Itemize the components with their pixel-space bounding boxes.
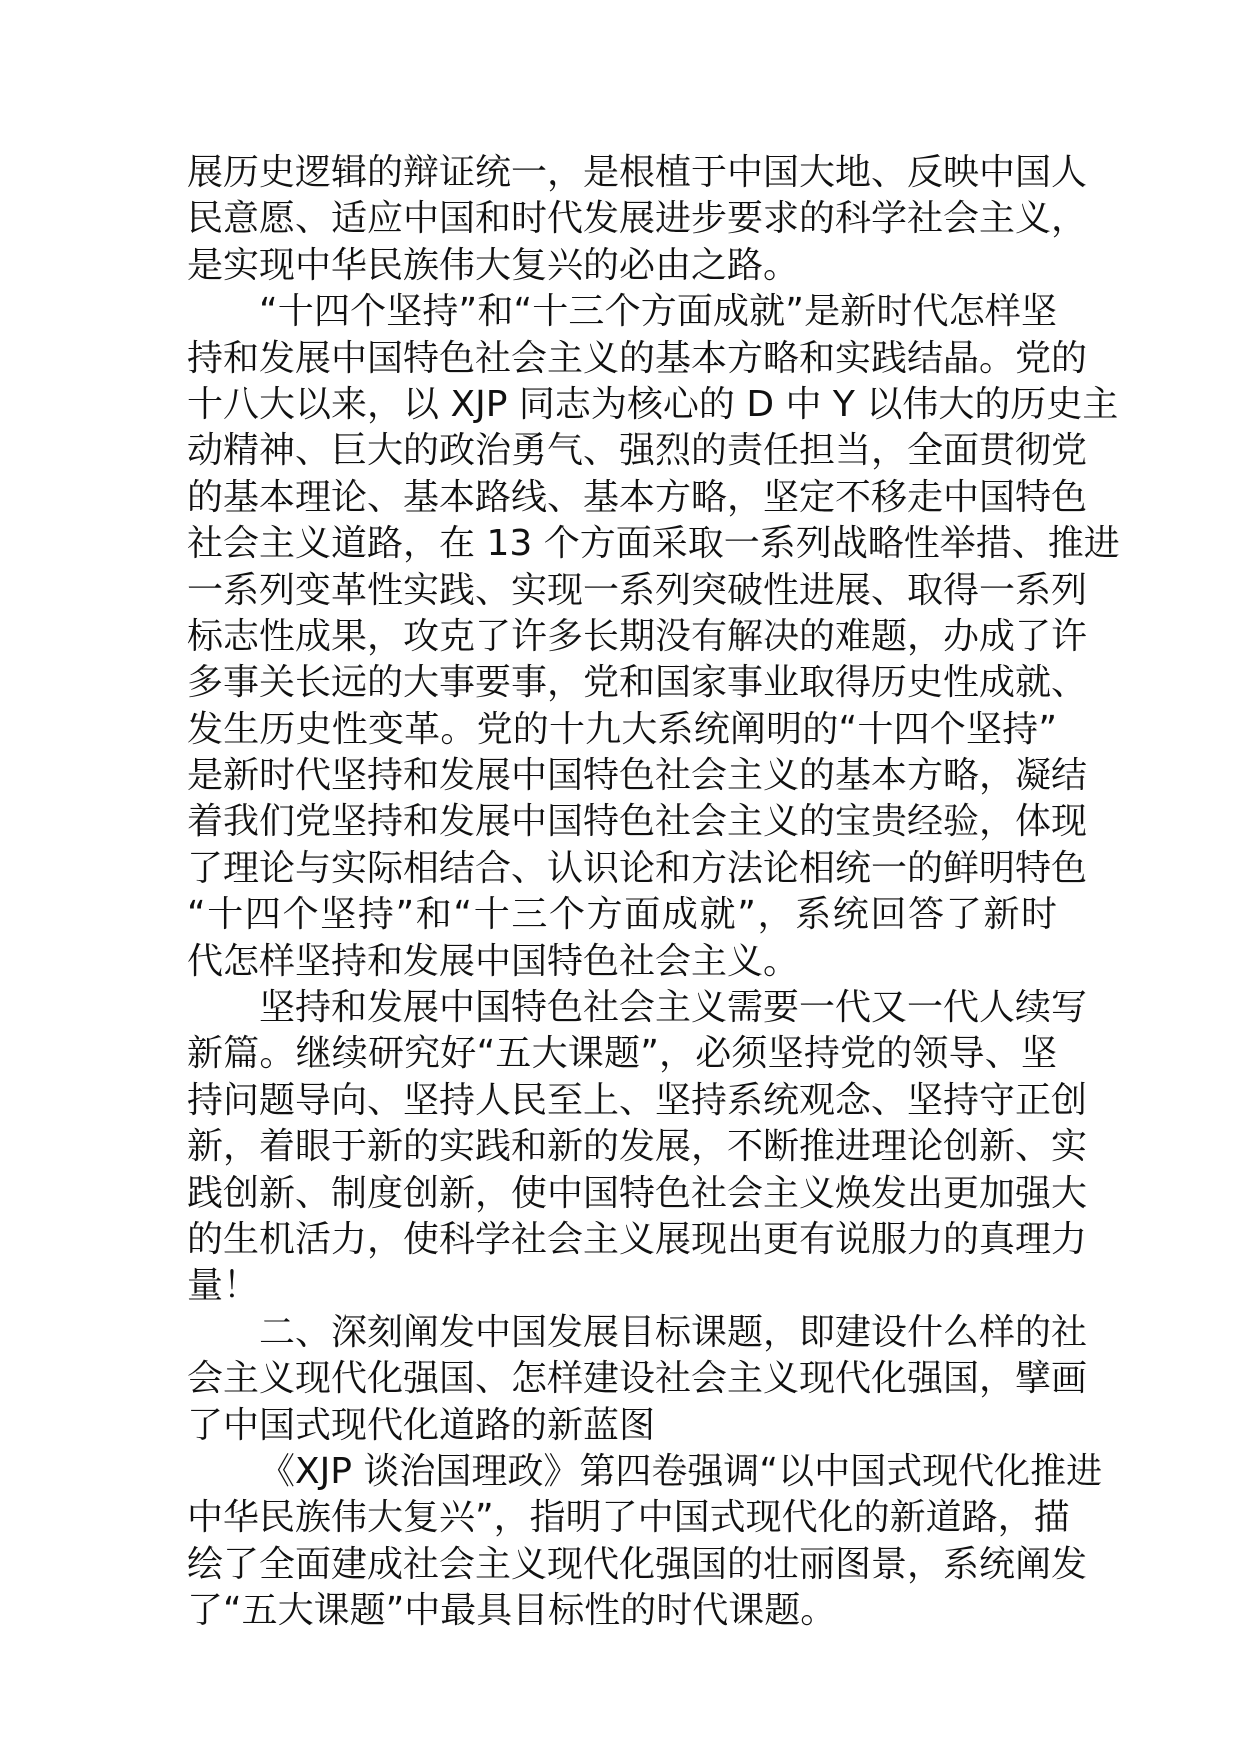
paragraph-2 bbox=[187, 289, 1120, 985]
text-line: 践创新、制度创新，使中国特色社会主义焕发出更加强大 bbox=[187, 1172, 1088, 1214]
text-line: 标志性成果，攻克了许多长期没有解决的难题，办成了许 bbox=[187, 615, 1088, 657]
text-line: 《XJP 谈治国理政》第四卷强调“以中国式现代化推进 bbox=[259, 1450, 1103, 1492]
text-line: 一系列变革性实践、实现一系列突破性进展、取得一系列 bbox=[187, 569, 1088, 611]
text-line: 发生历史性变革。党的十九大系统阐明的“十四个坚持” bbox=[187, 708, 1057, 750]
document-body bbox=[187, 150, 1120, 1635]
text-line: 多事关长远的大事要事，党和国家事业取得历史性成就、 bbox=[187, 662, 1088, 704]
text-line: 中华民族伟大复兴”，指明了中国式现代化的新道路，描 bbox=[187, 1497, 1070, 1539]
text-line: 展历史逻辑的辩证统一，是根植于中国大地、反映中国人 bbox=[187, 152, 1088, 193]
paragraph-1 bbox=[187, 150, 1088, 289]
text-line: 了“五大课题”中最具目标性的时代课题。 bbox=[187, 1590, 837, 1632]
text-line: 了理论与实际相结合、认识论和方法论相统一的鲜明特色 bbox=[187, 847, 1088, 889]
text-line: 持和发展中国特色社会主义的基本方略和实践结晶。党的 bbox=[187, 337, 1088, 379]
heading-line: 了中国式现代化道路的新蓝图 bbox=[187, 1404, 656, 1446]
text-line: 新，着眼于新的实践和新的发展，不断推进理论创新、实 bbox=[187, 1126, 1088, 1168]
text-line: 着我们党坚持和发展中国特色社会主义的宝贵经验，体现 bbox=[187, 801, 1088, 843]
text-line: 绘了全面建成社会主义现代化强国的壮丽图景，系统阐发 bbox=[187, 1543, 1088, 1585]
text-line: “十四个坚持”和“十三个方面成就”是新时代怎样坚 bbox=[259, 291, 1057, 333]
paragraph-5 bbox=[187, 1449, 1103, 1635]
text-line: 的基本理论、基本路线、基本方略，坚定不移走中国特色 bbox=[187, 476, 1088, 518]
text-line: 是新时代坚持和发展中国特色社会主义的基本方略，凝结 bbox=[187, 755, 1088, 797]
text-line: 新篇。继续研究好“五大课题”，必须坚持党的领导、坚 bbox=[187, 1033, 1057, 1075]
text-line: 民意愿、适应中国和时代发展进步要求的科学社会主义， bbox=[187, 198, 1088, 240]
text-line: 是实现中华民族伟大复兴的必由之路。 bbox=[187, 244, 800, 286]
text-line: 量！ bbox=[187, 1265, 260, 1307]
heading-line: 会主义现代化强国、怎样建设社会主义现代化强国，擘画 bbox=[187, 1358, 1088, 1400]
paragraph-3 bbox=[187, 985, 1088, 1310]
text-line: 动精神、巨大的政治勇气、强烈的责任担当，全面贯彻党 bbox=[187, 430, 1088, 472]
text-line: 社会主义道路，在 13 个方面采取一系列战略性举措、推进 bbox=[187, 523, 1120, 565]
section-heading bbox=[187, 1310, 1088, 1449]
text-line: 持问题导向、坚持人民至上、坚持系统观念、坚持守正创 bbox=[187, 1079, 1088, 1121]
text-line: 坚持和发展中国特色社会主义需要一代又一代人续写 bbox=[259, 987, 1088, 1029]
text-line: 代怎样坚持和发展中国特色社会主义。 bbox=[187, 940, 800, 982]
heading-line: 二、深刻阐发中国发展目标课题，即建设什么样的社 bbox=[259, 1311, 1088, 1353]
text-line: 的生机活力，使科学社会主义展现出更有说服力的真理力 bbox=[187, 1218, 1088, 1260]
text-line: “十四个坚持”和“十三个方面成就”，系统回答了新时 bbox=[187, 894, 1057, 936]
text-line: 十八大以来，以 XJP 同志为核心的 D 中 Y 以伟大的历史主 bbox=[187, 383, 1119, 425]
